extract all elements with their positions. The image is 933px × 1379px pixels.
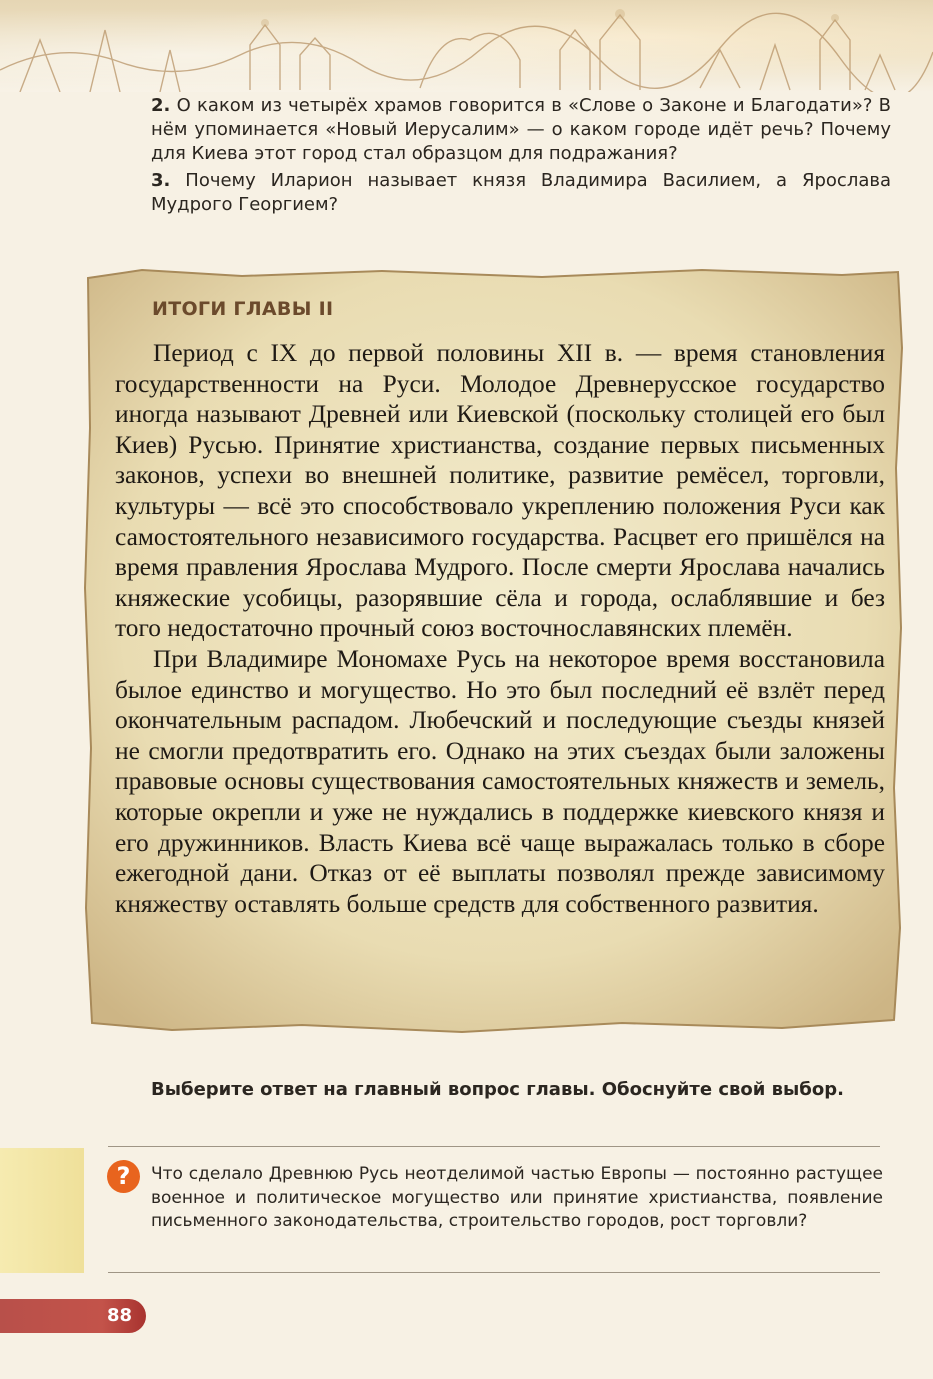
question-mark-icon: ? xyxy=(107,1160,140,1193)
chapter-main-question: Что сделало Древнюю Русь неотделимой частью Европы — постоянно растущее военное и политическое могущество или принятие христианства, появление письменного законодательства, строительство городов, рост торговли? xyxy=(151,1164,883,1231)
summary-body xyxy=(115,338,885,919)
summary-heading: ИТОГИ ГЛАВЫ II xyxy=(152,298,334,320)
header-illustration xyxy=(0,0,933,92)
question-3 xyxy=(151,169,891,217)
summary-paragraph: При Владимире Мономахе Русь на некоторое время восстановила былое единство и могущество. Но это был последний её взлёт перед окончательным распадом. Любечский и последующие съезды князей не смогли предотвратить его. Однако на этих съездах были заложены правовые основы существования самостоятельных княжеств и земель, которые окрепли и уже не нуждались в поддержке киевского князя и его дружинников. Власть Киева всё чаще выражалась только в сборе ежегодной дани. Отказ от её выплаты позволял прежде зависимому княжеству оставлять больше средств для собственного развития. xyxy=(115,644,885,918)
summary-paragraph: Период с IX до первой половины XII в. — время становления государственности на Руси. Молодое Древнерусское государство иногда называют Древней или Киевской (поскольку столицей его был Киев) Русью. Принятие христианства, создание первых письменных законов, успехи во внешней политике, развитие ремёсел, торговли, культуры — всё это способствовало укреплению положения Руси как самостоятельного независимого государства. Расцвет его пришёлся на время правления Ярослава Мудрого. После смерти Ярослава начались княжеские усобицы, разорявшие сёла и города, ослаблявшие и без того недостаточно прочный союз восточнославянских племён. xyxy=(115,339,885,643)
task-prompt: Выберите ответ на главный вопрос главы. Обоснуйте свой выбор. xyxy=(151,1079,844,1100)
question-number: 3. xyxy=(151,170,171,191)
question-2 xyxy=(151,94,891,166)
divider-top xyxy=(108,1146,880,1147)
question-text: Почему Иларион называет князя Владимира Василием, а Ярослава Мудрого Георгием? xyxy=(151,170,891,215)
accent-strip xyxy=(0,1148,84,1273)
review-questions xyxy=(151,94,891,220)
question-number: 2. xyxy=(151,95,171,116)
page-number-tab xyxy=(0,1299,146,1333)
question-text: О каком из четырёх храмов говорится в «Слове о Законе и Благодати»? В нём упоминается «Новый Иерусалим» — о каком городе идёт речь? Почему для Киева этот город стал образцом для подражания? xyxy=(151,95,891,164)
chapter-summary-box xyxy=(82,268,904,1038)
divider-bottom xyxy=(108,1272,880,1273)
page-number: 88 xyxy=(106,1305,132,1326)
